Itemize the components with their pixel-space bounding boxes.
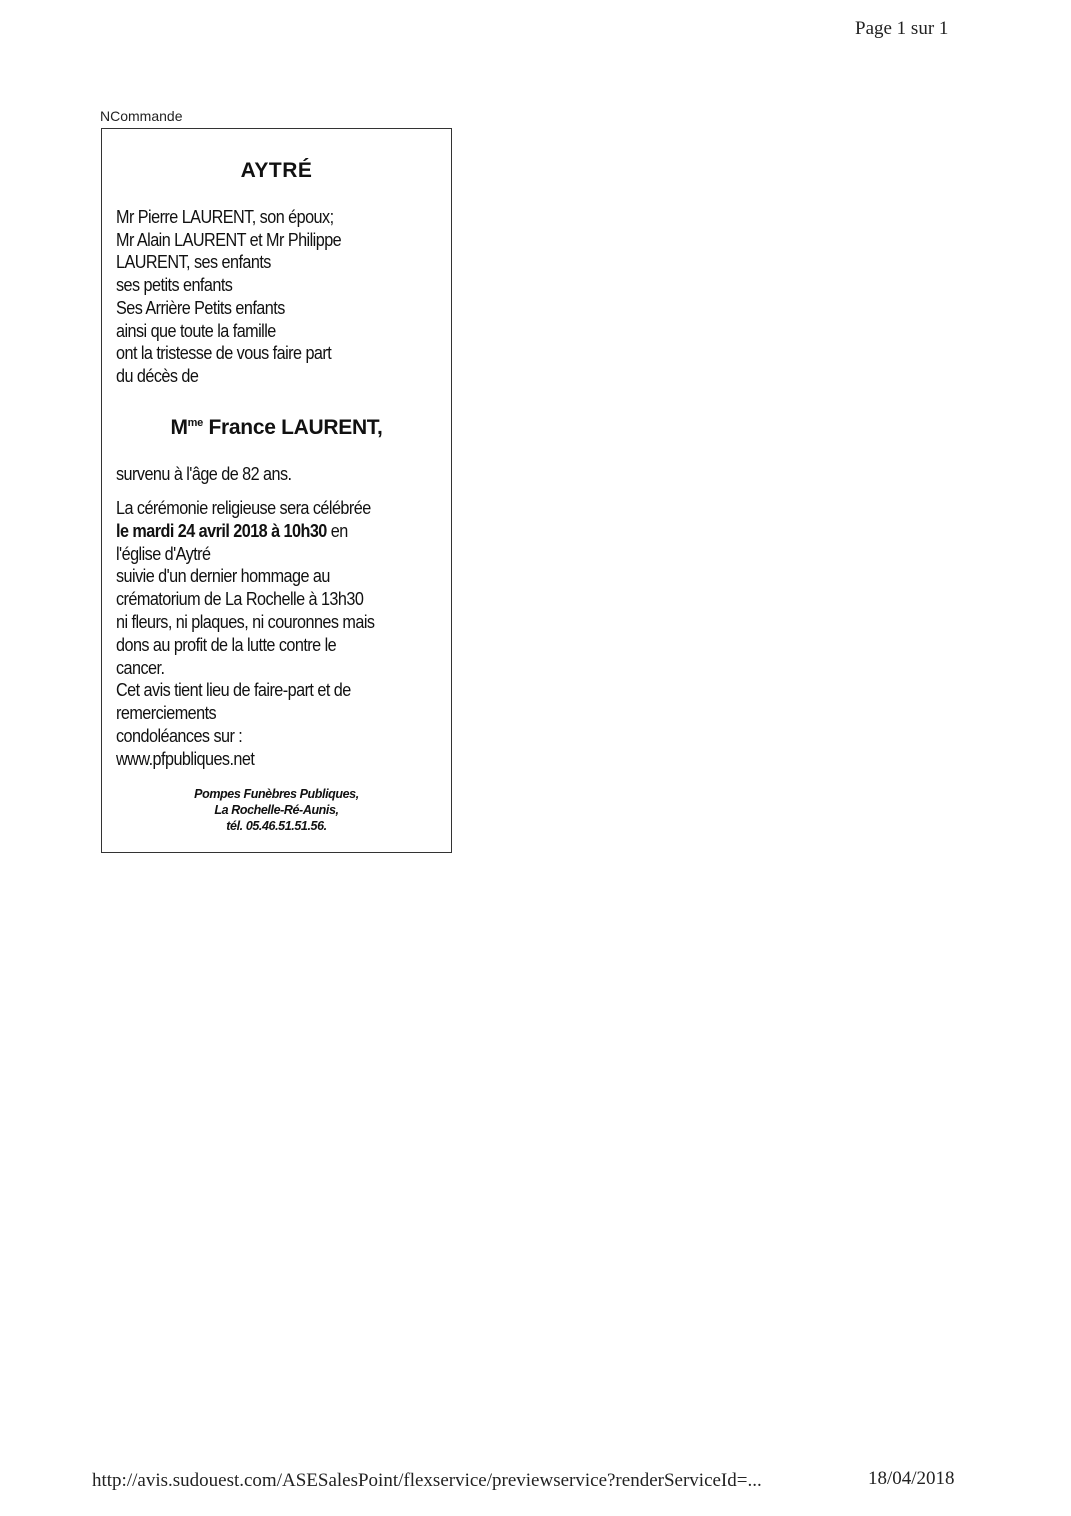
announcer-line: du décès de xyxy=(116,365,199,386)
obituary-notice xyxy=(101,128,452,853)
page-number: Page 1 sur 1 xyxy=(855,18,949,39)
order-label: NCommande xyxy=(100,108,183,124)
announcer-line: Mr Pierre LAURENT, son époux; xyxy=(116,207,334,227)
funeral-home-name: Pompes Funèbres Publiques, xyxy=(194,787,359,801)
ceremony-details xyxy=(116,497,374,771)
ceremony-date-suffix: en xyxy=(326,520,348,541)
ceremony-date-line xyxy=(116,520,374,543)
deceased-title-prefix: M xyxy=(170,416,188,439)
announcer-lines xyxy=(116,206,341,388)
footer-url: http://avis.sudouest.com/ASESalesPoint/flexservice/previewservice?renderServiceId=... xyxy=(92,1470,762,1491)
ceremony-line: l'église d'Aytré xyxy=(116,543,211,564)
ceremony-line: crématorium de La Rochelle à 13h30 xyxy=(116,589,364,610)
deceased-title-sup: me xyxy=(187,417,203,429)
deceased-full-name: France LAURENT, xyxy=(208,416,383,439)
ceremony-line: remerciements xyxy=(116,703,217,724)
announcer-line: ont la tristesse de vous faire part xyxy=(116,343,332,364)
announcer-line: LAURENT, ses enfants xyxy=(116,252,271,273)
ceremony-line: suivie d'un dernier hommage au xyxy=(116,566,330,587)
ceremony-line: ni fleurs, ni plaques, ni couronnes mais xyxy=(116,611,375,632)
funeral-home-phone: tél. 05.46.51.51.56. xyxy=(226,819,327,833)
deceased-name xyxy=(102,416,451,440)
funeral-home-signature xyxy=(102,786,451,834)
ceremony-intro: La cérémonie religieuse sera célébrée xyxy=(116,498,371,518)
ceremony-line: dons au profit de la lutte contre le xyxy=(116,634,337,655)
announcer-line: ses petits enfants xyxy=(116,275,233,296)
ceremony-line: cancer. xyxy=(116,657,165,678)
ceremony-line: Cet avis tient lieu de faire-part et de xyxy=(116,680,351,701)
footer-date: 18/04/2018 xyxy=(868,1468,955,1489)
age-line: survenu à l'âge de 82 ans. xyxy=(116,464,292,484)
notice-town: AYTRÉ xyxy=(240,159,313,182)
ceremony-line: condoléances sur : xyxy=(116,725,243,746)
funeral-home-location: La Rochelle-Ré-Aunis, xyxy=(214,803,339,817)
condolences-website: www.pfpubliques.net xyxy=(116,748,255,769)
announcer-line: Mr Alain LAURENT et Mr Philippe xyxy=(116,229,342,250)
announcer-line: ainsi que toute la famille xyxy=(116,320,276,341)
announcer-line: Ses Arrière Petits enfants xyxy=(116,297,285,318)
ceremony-date: le mardi 24 avril 2018 à 10h30 xyxy=(116,520,327,541)
